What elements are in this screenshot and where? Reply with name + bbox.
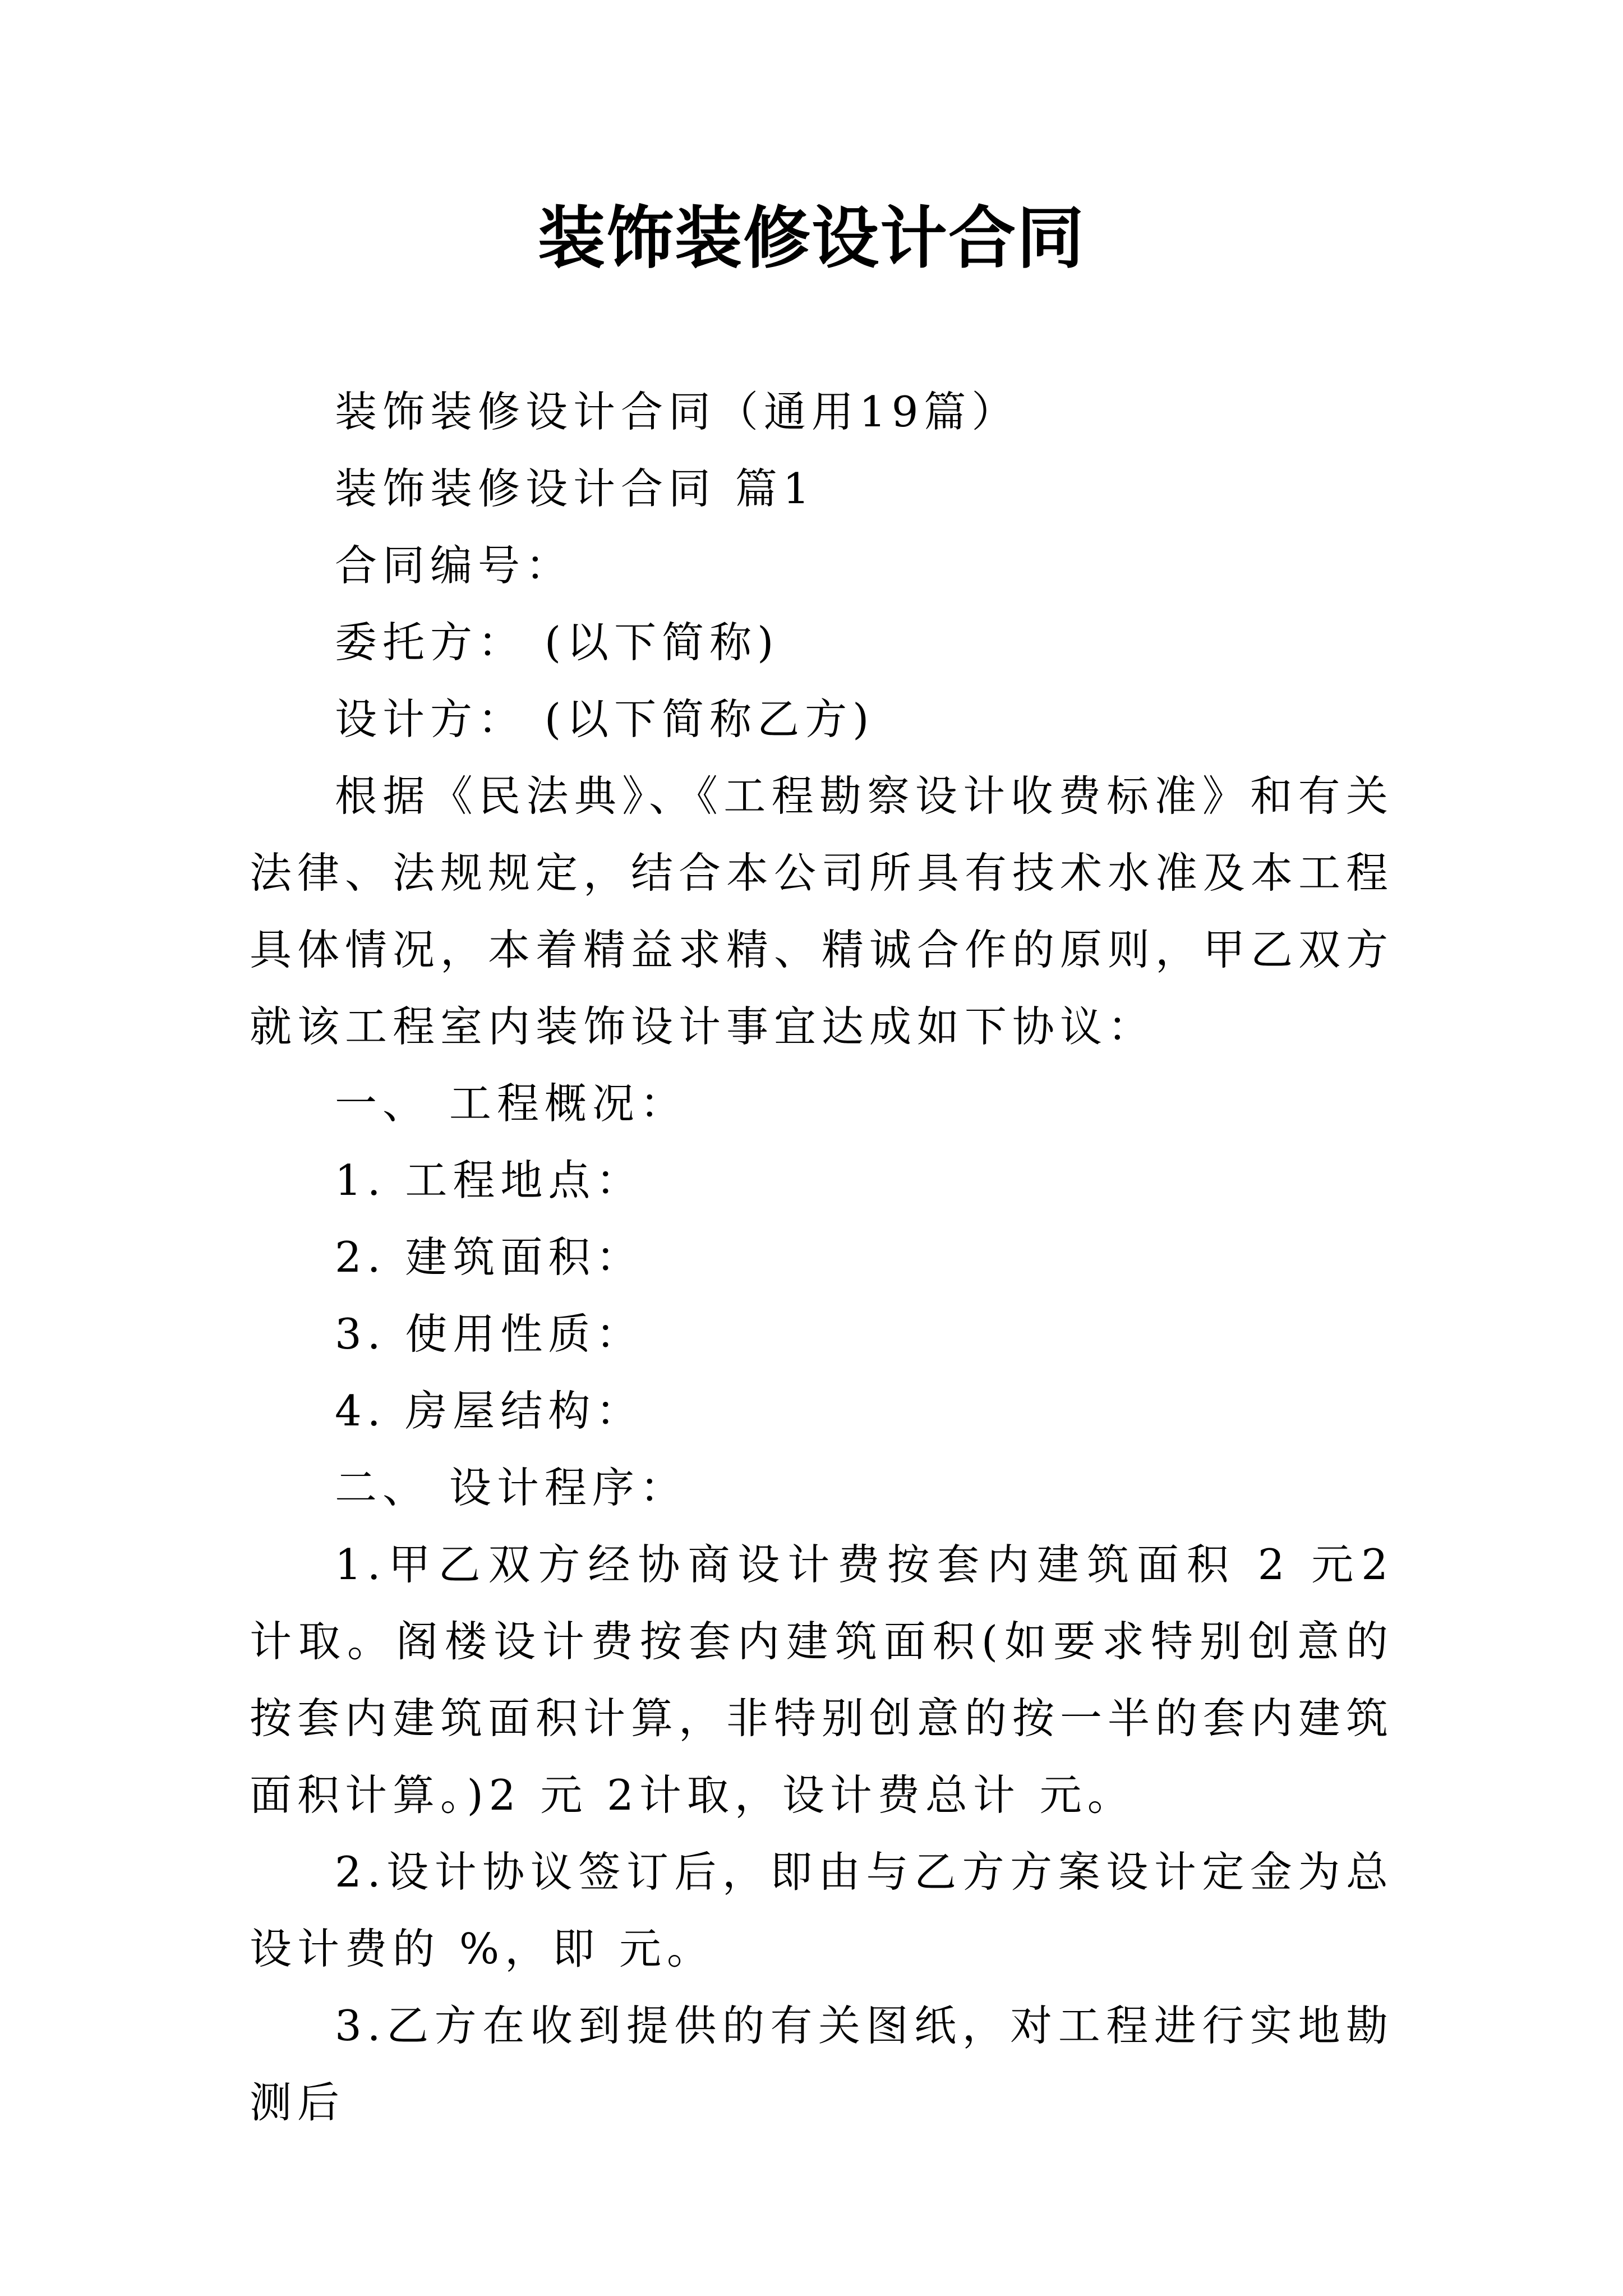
document-body (250, 374, 1394, 2141)
paragraph-section-heading: 装饰装修设计合同 篇1 (335, 464, 815, 513)
paragraph-clause-deposit: 2.设计协议签订后，即由与乙方方案设计定金为总设计费的 %，即 元。 (250, 1847, 1394, 1973)
paragraph-heading-overview: 一、 工程概况： (335, 1079, 688, 1128)
paragraph-clause-fee: 1.甲乙双方经协商设计费按套内建筑面积 2 元2计取。阁楼设计费按套内建筑面积(如要求特别创意的按套内建筑面积计算，非特别创意的按一半的套内建筑面积计算。)2 元 2计取，设计费总计 元。 (250, 1540, 1394, 1820)
paragraph-designer: 设计方： (以下简称乙方) (335, 694, 875, 744)
paragraph-contract-number: 合同编号： (335, 541, 574, 590)
paragraph-item-location: 1. 工程地点： (335, 1156, 644, 1205)
paragraph-subtitle: 装饰装修设计合同（通用19篇） (335, 387, 1020, 436)
paragraph-clause-survey: 3.乙方在收到提供的有关图纸，对工程进行实地勘测后 (250, 2001, 1394, 2127)
paragraph-item-area: 2. 建筑面积： (335, 1232, 644, 1282)
paragraph-heading-procedure: 二、 设计程序： (335, 1463, 688, 1512)
paragraph-item-usage: 3. 使用性质： (335, 1309, 644, 1359)
paragraph-preamble: 根据《民法典》、《工程勘察设计收费标准》和有关法律、法规规定，结合本公司所具有技术水准及本工程具体情况，本着精益求精、精诚合作的原则，甲乙双方就该工程室内装饰设计事宜达成如下协议： (250, 771, 1394, 1051)
paragraph-client: 委托方： (以下简称) (335, 618, 780, 667)
paragraph-item-structure: 4. 房屋结构： (335, 1386, 644, 1435)
document-title: 装饰装修设计合同 (538, 199, 1085, 278)
